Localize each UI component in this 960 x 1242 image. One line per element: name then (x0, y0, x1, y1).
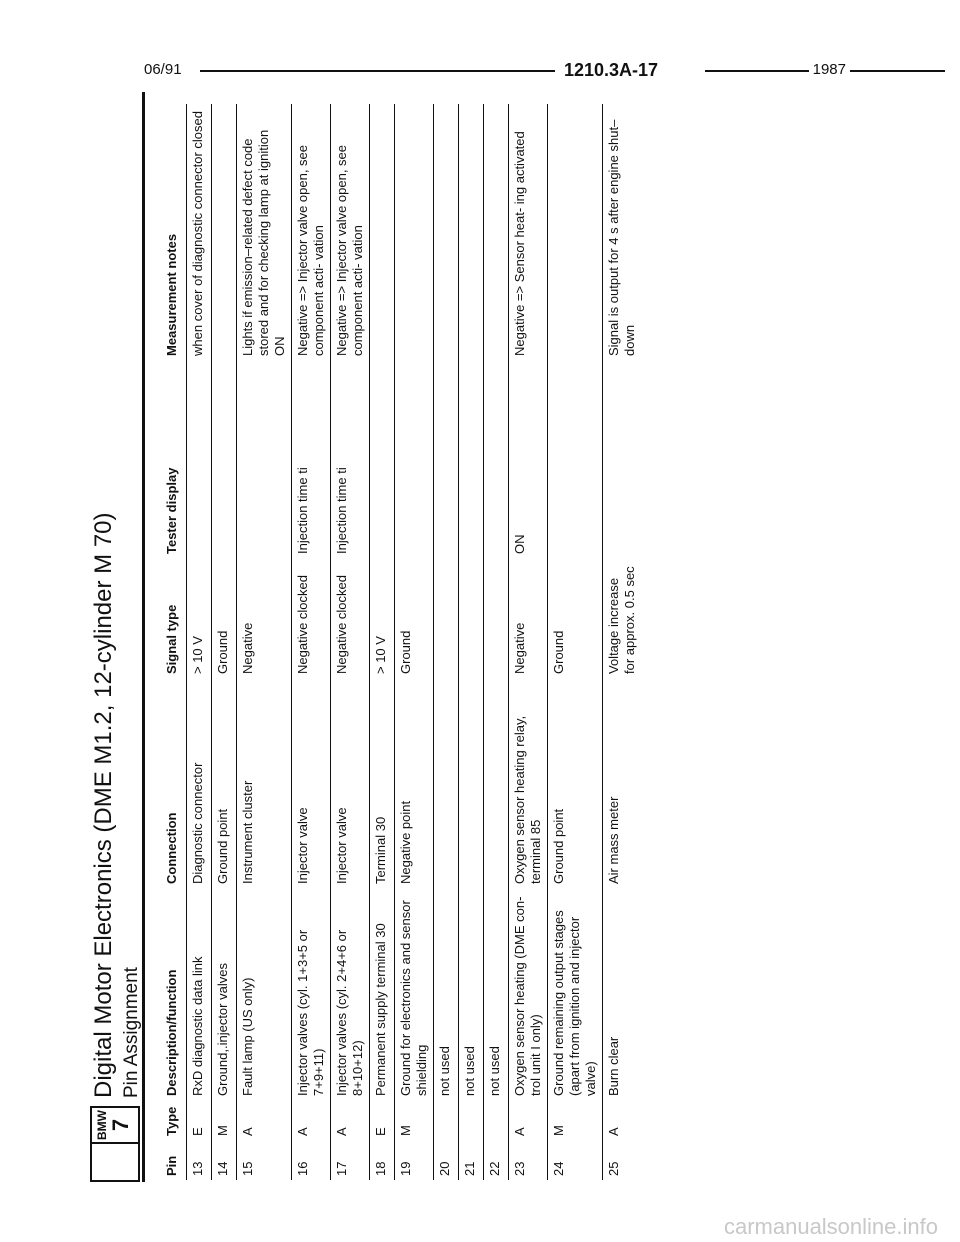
cell-signal-type: Ground (212, 558, 237, 678)
cell-type (434, 1100, 459, 1140)
header-code: 1210.3A-17 (560, 58, 662, 82)
cell-measurement-notes: Negative => Sensor heat- ing activated (509, 104, 548, 360)
cell-description: Ground,.injector valves (212, 888, 237, 1100)
cell-measurement-notes: when cover of diagnostic connector closed (187, 104, 212, 360)
cell-pin: 22 (484, 1140, 509, 1180)
rotated-content (90, 102, 830, 1182)
cell-signal-type (484, 558, 509, 678)
col-header-pin: Pin (164, 1155, 179, 1176)
table-row (459, 104, 484, 1180)
cell-tester-display (459, 360, 484, 558)
logo-blank-box (90, 1142, 140, 1182)
col-header-type: Type (164, 1106, 179, 1136)
cell-description: not used (434, 888, 459, 1100)
cell-pin: 18 (370, 1140, 395, 1180)
cell-signal-type: > 10 V (370, 558, 395, 678)
header-rule-left (200, 70, 555, 72)
cell-pin: 24 (548, 1140, 603, 1180)
cell-measurement-notes: Signal is output for 4 s after engine shut–down (603, 104, 642, 360)
cell-pin: 23 (509, 1140, 548, 1180)
logo-series: 7 (108, 1118, 133, 1132)
cell-pin: 16 (292, 1140, 331, 1180)
cell-tester-display (434, 360, 459, 558)
cell-measurement-notes (370, 104, 395, 360)
table-row (509, 104, 548, 1180)
cell-description: Burn clear (603, 888, 642, 1100)
col-header-description: Description/function (164, 969, 179, 1096)
cell-measurement-notes: Negative => Injector valve open, see component acti- vation (331, 104, 370, 360)
cell-description: Ground for electronics and sensor shielding (395, 888, 434, 1100)
cell-pin: 14 (212, 1140, 237, 1180)
cell-tester-display: Injection time ti (292, 360, 331, 558)
cell-connection: Injector valve (292, 678, 331, 888)
cell-signal-type (459, 558, 484, 678)
page-header (140, 58, 850, 82)
table-row (434, 104, 459, 1180)
cell-type: A (509, 1100, 548, 1140)
col-header-tester-display: Tester display (164, 467, 179, 554)
cell-measurement-notes (548, 104, 603, 360)
cell-pin: 13 (187, 1140, 212, 1180)
cell-type: A (292, 1100, 331, 1140)
cell-tester-display (212, 360, 237, 558)
cell-connection: Oxygen sensor heating relay, terminal 85 (509, 678, 548, 888)
table-row (484, 104, 509, 1180)
cell-type: M (395, 1100, 434, 1140)
cell-pin: 19 (395, 1140, 434, 1180)
cell-pin: 25 (603, 1140, 642, 1180)
table-row (237, 104, 292, 1180)
col-header-measurement-notes: Measurement notes (164, 233, 179, 356)
table-row (548, 104, 603, 1180)
cell-description: not used (459, 888, 484, 1100)
header-date: 06/91 (140, 58, 186, 82)
cell-connection (484, 678, 509, 888)
cell-signal-type (434, 558, 459, 678)
logo-brand: BMW (95, 1110, 109, 1140)
table-row (292, 104, 331, 1180)
cell-type: E (187, 1100, 212, 1140)
table-row (212, 104, 237, 1180)
cell-measurement-notes: Lights if emission–related defect code stored and for checking lamp at ignition ON (237, 104, 292, 360)
cell-description: Injector valves (cyl. 2+4+6 or 8+10+12) (331, 888, 370, 1100)
table-row (331, 104, 370, 1180)
cell-measurement-notes (212, 104, 237, 360)
watermark: carmanualsonline.info (723, 1214, 938, 1239)
cell-description: RxD diagnostic data link (187, 888, 212, 1100)
cell-type: A (331, 1100, 370, 1140)
cell-connection: Ground point (548, 678, 603, 888)
cell-type: M (548, 1100, 603, 1140)
cell-pin: 20 (434, 1140, 459, 1180)
cell-description: not used (484, 888, 509, 1100)
bmw-logo (90, 1106, 140, 1182)
document-title: Digital Motor Electronics (DME M1.2, 12-cylinder M 70) (90, 512, 117, 1098)
cell-connection: Terminal 30 (370, 678, 395, 888)
cell-connection: Negative point (395, 678, 434, 888)
document-subtitle: Pin Assignment (121, 967, 142, 1098)
logo-bmw-box (90, 1106, 140, 1142)
cell-signal-type: Ground (395, 558, 434, 678)
cell-signal-type: Voltage increase for approx. 0.5 sec (603, 558, 642, 678)
cell-signal-type: Negative clocked (292, 558, 331, 678)
header-year: 1987 (809, 58, 850, 82)
cell-tester-display (603, 360, 642, 558)
cell-measurement-notes (434, 104, 459, 360)
cell-type (484, 1100, 509, 1140)
cell-type: A (237, 1100, 292, 1140)
table-row (603, 104, 642, 1180)
cell-signal-type: Negative (509, 558, 548, 678)
cell-type: A (603, 1100, 642, 1140)
cell-measurement-notes (484, 104, 509, 360)
cell-tester-display (395, 360, 434, 558)
cell-tester-display: ON (509, 360, 548, 558)
col-header-signal-type: Signal type (164, 604, 179, 674)
cell-connection: Air mass meter (603, 678, 642, 888)
col-header-connection: Connection (164, 812, 179, 884)
cell-connection: Instrument cluster (237, 678, 292, 888)
cell-pin: 21 (459, 1140, 484, 1180)
cell-measurement-notes: Negative => Injector valve open, see component acti- vation (292, 104, 331, 360)
table-header-row (162, 104, 187, 1180)
cell-description: Ground remaining output stages (apart from ignition and injector valve) (548, 888, 603, 1100)
cell-description: Permanent supply terminal 30 (370, 888, 395, 1100)
cell-signal-type: Negative clocked (331, 558, 370, 678)
cell-description: Fault lamp (US only) (237, 888, 292, 1100)
cell-pin: 17 (331, 1140, 370, 1180)
cell-signal-type: > 10 V (187, 558, 212, 678)
cell-connection (459, 678, 484, 888)
table-row (187, 104, 212, 1180)
table-row (395, 104, 434, 1180)
cell-description: Injector valves (cyl. 1+3+5 or 7+9+11) (292, 888, 331, 1100)
cell-signal-type: Ground (548, 558, 603, 678)
cell-pin: 15 (237, 1140, 292, 1180)
cell-tester-display (370, 360, 395, 558)
table-row (370, 104, 395, 1180)
cell-tester-display: Injection time ti (331, 360, 370, 558)
cell-signal-type: Negative (237, 558, 292, 678)
cell-type: M (212, 1100, 237, 1140)
cell-tester-display (484, 360, 509, 558)
cell-measurement-notes (395, 104, 434, 360)
cell-measurement-notes (459, 104, 484, 360)
cell-connection (434, 678, 459, 888)
cell-connection: Ground point (212, 678, 237, 888)
cell-tester-display (548, 360, 603, 558)
cell-connection: Injector valve (331, 678, 370, 888)
cell-description: Oxygen sensor heating (DME con- trol unit I only) (509, 888, 548, 1100)
pin-assignment-table (162, 104, 641, 1180)
cell-tester-display (187, 360, 212, 558)
cell-tester-display (237, 360, 292, 558)
cell-type (459, 1100, 484, 1140)
cell-connection: Diagnostic connector (187, 678, 212, 888)
cell-type: E (370, 1100, 395, 1140)
